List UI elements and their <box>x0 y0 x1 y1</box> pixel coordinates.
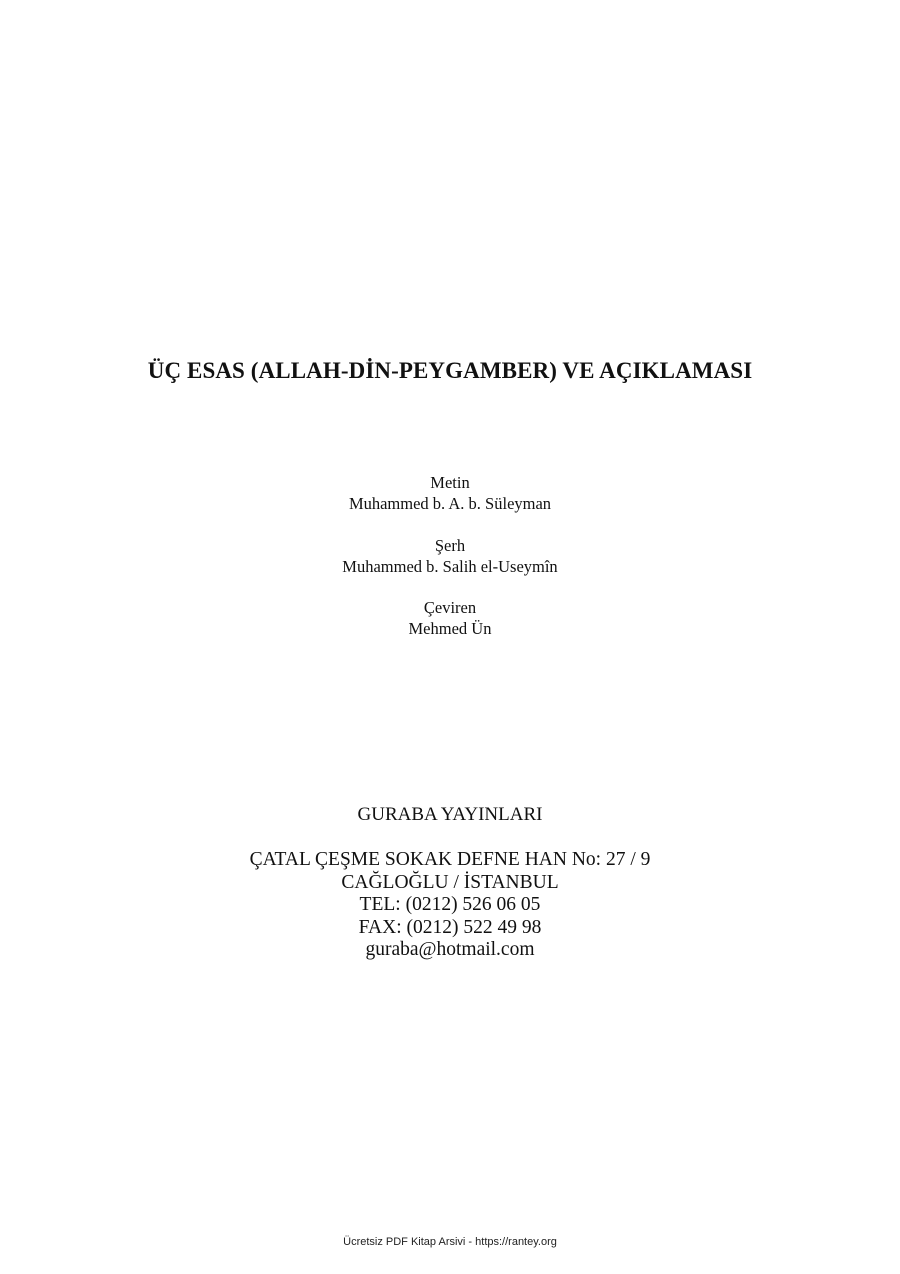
address-line-1: ÇATAL ÇEŞME SOKAK DEFNE HAN No: 27 / 9 <box>249 849 651 870</box>
publisher-tel: TEL: (0212) 526 06 05 <box>359 894 541 915</box>
credit-role-label: Çeviren <box>423 598 477 617</box>
credit-text-author <box>0 472 900 514</box>
page-footer: Ücretsiz PDF Kitap Arsivi - https://rantey.org <box>343 1236 557 1248</box>
credit-name: Muhammed b. Salih el-Useymîn <box>342 557 558 576</box>
credit-translator <box>0 597 900 639</box>
credit-commentary-author <box>0 535 900 577</box>
credit-name: Muhammed b. A. b. Süleyman <box>348 494 552 513</box>
credit-role-label: Metin <box>430 473 470 492</box>
credit-name: Mehmed Ün <box>408 619 492 638</box>
book-title: ÜÇ ESAS (ALLAH-DİN-PEYGAMBER) VE AÇIKLAMASI <box>147 358 753 383</box>
publisher-email: guraba@hotmail.com <box>365 939 535 960</box>
publisher-name: GURABA YAYINLARI <box>357 804 543 825</box>
publisher-address-block <box>0 849 900 962</box>
publisher-fax: FAX: (0212) 522 49 98 <box>358 916 542 938</box>
address-line-2: CAĞLOĞLU / İSTANBUL <box>341 871 559 893</box>
credit-role-label: Şerh <box>434 536 466 555</box>
